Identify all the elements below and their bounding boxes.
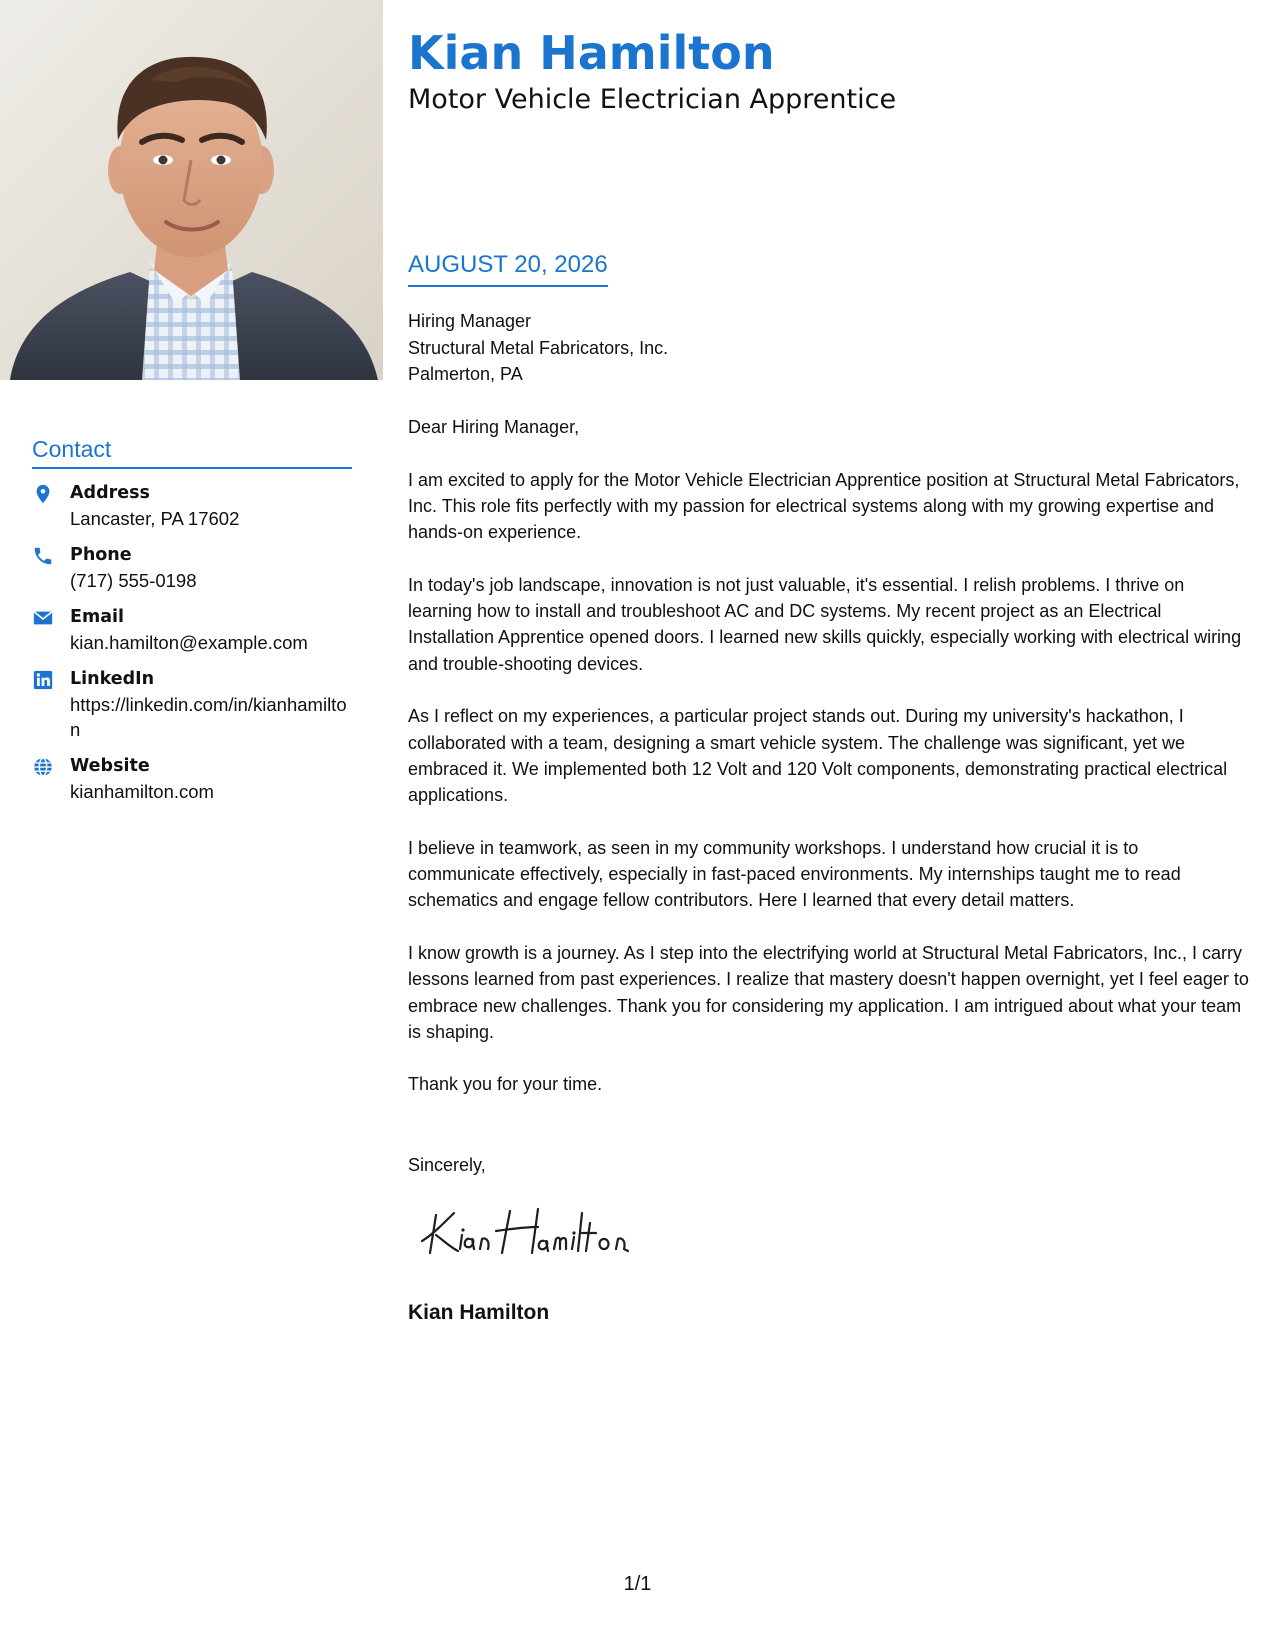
job-title: Motor Vehicle Electrician Apprentice — [408, 84, 897, 115]
recipient-block — [408, 308, 668, 388]
handwritten-signature — [414, 1195, 674, 1265]
page-number: 1/1 — [623, 1573, 652, 1595]
location-pin-icon — [32, 483, 54, 505]
body-paragraph: As I reflect on my experiences, a particular project stands out. During my university's hackathon, I collaborated with a team, designing a smart vehicle system. The challenge was significant, yet we embraced it. We implemented both 12 Volt and 120 Volt components, demonstrating practical electrical applications. — [408, 706, 1228, 806]
body-paragraph: In today's job landscape, innovation is not just valuable, it's essential. I relish problems. I thrive on learning how to install and troubleshoot AC and DC systems. My recent project as an Electrical Installation Apprentice opened doors. I learned new skills quickly, especially working with electrical wiring and trouble-shooting devices. — [408, 574, 1242, 674]
body-paragraph: I know growth is a journey. As I step into the electrifying world at Structural Metal Fabricators, Inc., I carry lessons learned from past experiences. I realize that mastery doesn't happen overnight, yet I feel eager to embrace new challenges. Thank you for considering my application. I am intrigued about what your team is shaping. — [408, 942, 1249, 1042]
contact-section — [32, 436, 352, 816]
signoff: Sincerely, — [408, 1155, 486, 1175]
salutation: Dear Hiring Manager, — [408, 417, 580, 437]
recipient-company: Structural Metal Fabricators, Inc. — [408, 337, 669, 358]
sidebar — [0, 0, 383, 1650]
profile-photo — [0, 0, 383, 380]
signer-name: Kian Hamilton — [408, 1301, 550, 1324]
date-text: AUGUST 20, 2026 — [408, 248, 608, 287]
linkedin-icon — [32, 669, 54, 691]
contact-label: Email — [70, 607, 124, 627]
applicant-name: Kian Hamilton — [408, 26, 775, 80]
contact-label: Website — [70, 756, 150, 776]
body-paragraph: I am excited to apply for the Motor Vehicle Electrician Apprentice position at Structural Metal Fabricators, Inc. This role fits perfectly with my passion for electrical systems along with my growing expertise and hands-on experience. — [408, 469, 1240, 543]
globe-icon — [32, 756, 54, 778]
body-paragraph: I believe in teamwork, as seen in my community workshops. I understand how crucial it is to communicate effectively, especially in fast-paced environments. My internships taught me to read schematics and engage fellow contributors. Here I learned that every detail matters. — [408, 837, 1181, 911]
contact-label: LinkedIn — [70, 669, 155, 689]
contact-value: (717) 555-0198 — [70, 570, 197, 591]
envelope-icon — [32, 607, 54, 629]
contact-value: Lancaster, PA 17602 — [70, 508, 240, 529]
contact-linkedin — [32, 667, 352, 742]
contact-heading: Contact — [32, 436, 352, 469]
contact-website — [32, 754, 352, 804]
contact-address — [32, 481, 352, 531]
closing-thanks: Thank you for your time. — [408, 1074, 603, 1095]
letter-body — [408, 414, 1250, 1124]
contact-label: Phone — [70, 545, 132, 565]
letter-date — [408, 248, 608, 287]
contact-phone — [32, 543, 352, 593]
contact-value[interactable]: kian.hamilton@example.com — [70, 632, 308, 653]
contact-value[interactable]: https://linkedin.com/in/kianhamilton — [70, 694, 347, 740]
contact-value[interactable]: kianhamilton.com — [70, 781, 214, 802]
recipient-title: Hiring Manager — [408, 311, 532, 331]
contact-label: Address — [70, 483, 150, 503]
recipient-location: Palmerton, PA — [408, 364, 523, 384]
phone-icon — [32, 545, 54, 567]
contact-email — [32, 605, 352, 655]
